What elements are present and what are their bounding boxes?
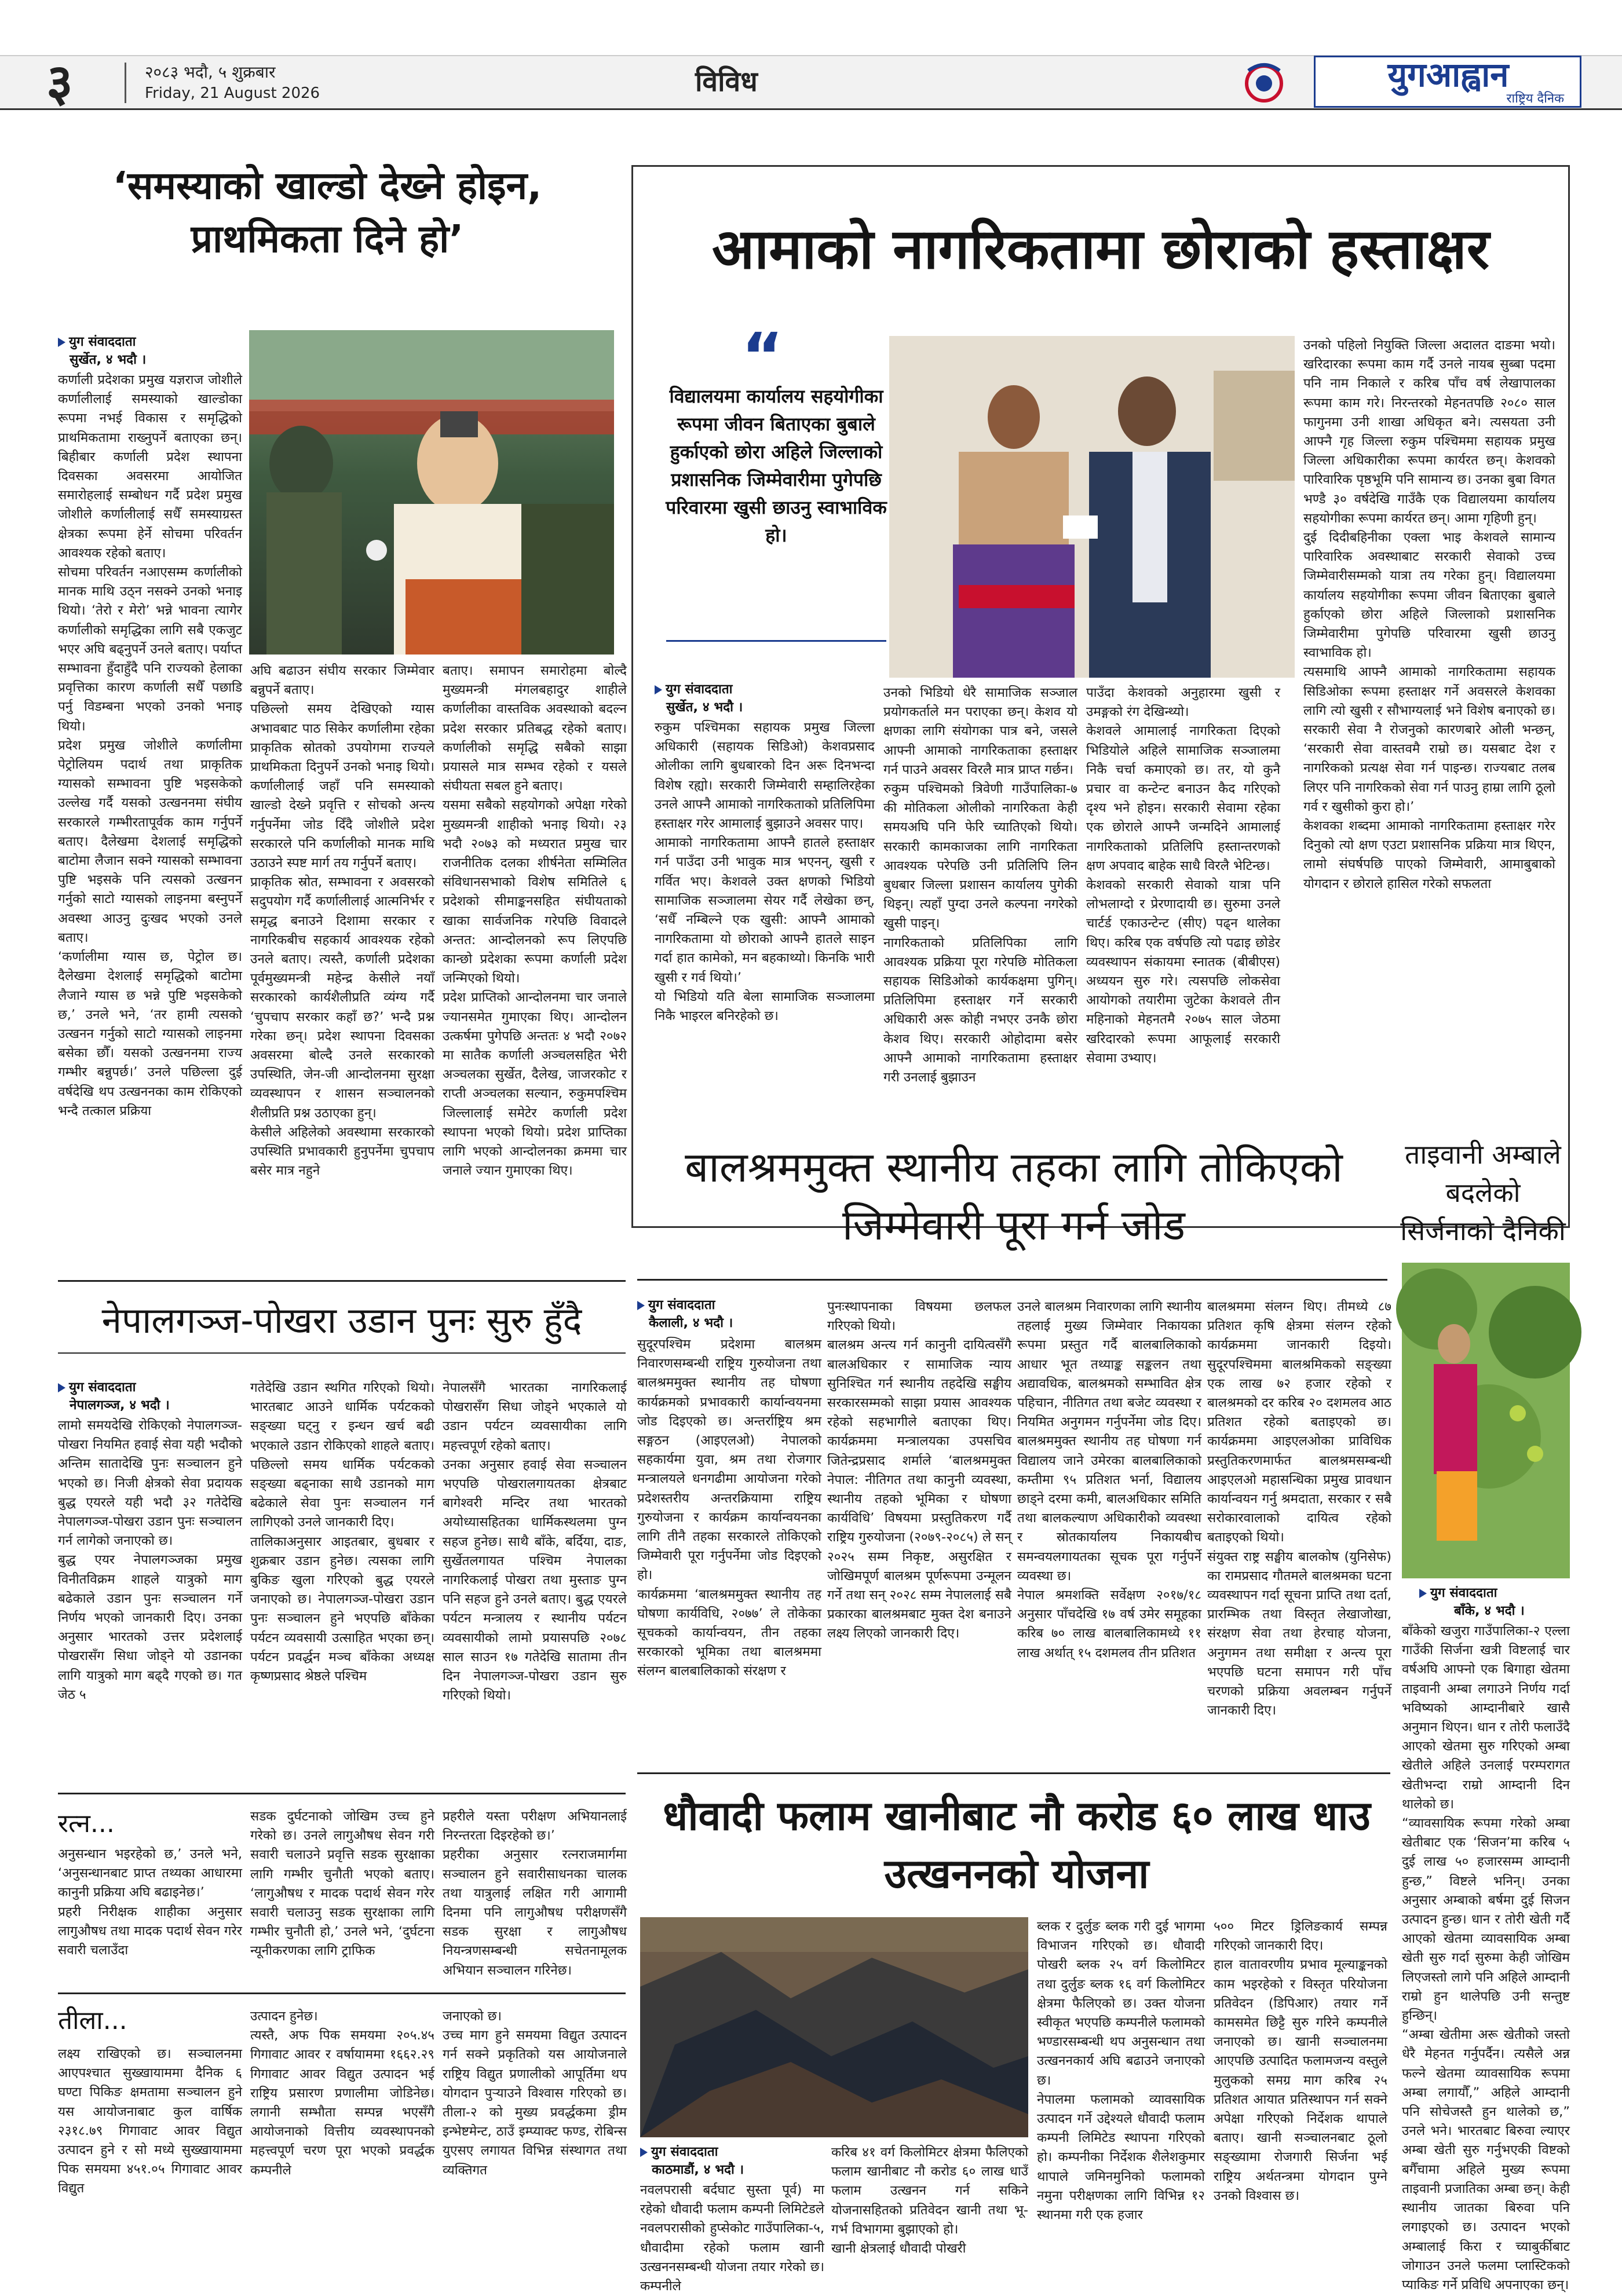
byline-name: युग संवाददाता [69,334,136,349]
article6-col3 [1037,1917,1205,2285]
article3-col2-text: पुनःस्थापनाका विषयमा छलफल गरिएको थियो। बालश्रम अन्त्य गर्न कानुनी दायित्वसँगै बालअधिकार र सामाजिक न्याय सुनिश्चित गर्न स्थानीय तहदेखि सङ्घीय सरकारसम्मको साझा प्रयास आवश्यक रहेको सहभागीले बताएका थिए। कार्यक्रममा मन्त्रालयका उपसचिव जितेन्द्रप्रसाद शर्माले ‘बालश्रममुक्त नेपाल: नीतिगत तथा कानुनी व्यवस्था, स्थानीय तहको भूमिका र घोषणा कार्यविधि’ विषयमा प्रस्तुतिकरण गर्दै राष्ट्रिय गुरुयोजना (२०७९-२०८५) ले सन् २०२५ सम्म निकृष्ट, असुरक्षित र जोखिमपूर्ण बालश्रम पूर्णरूपमा उन्मूलन गर्ने तथा सन् २०२८ सम्म नेपाललाई सबै प्रकारका बालश्रमबाट मुक्त देश बनाउने लक्ष्य लिएको जानकारी दिए। [827,1299,1011,1641]
article3-col2 [827,1297,1011,1764]
article6-top-rule [637,1772,1390,1774]
article6-col1 [640,2181,824,2294]
article4-top-rule [58,1280,626,1282]
article3-col3-text: उनले बालश्रम निवारणका लागि स्थानीय तहलाई मुख्य जिम्मेवार निकायका रूपमा प्रस्तुत गर्दै बालबालिकाको आधार भूत तथ्याङ्क सङ्कलन तथा अद्यावधिक, बालश्रमको सम्भावित क्षेत्र पहिचान, नीतिगत तथा बजेट व्यवस्था र नियमित अनुगमन गर्नुपर्नेमा जोड दिए। बालश्रममुक्त स्थानीय तह घोषणा गर्न विद्यालय जाने उमेरका बालबालिकाको कम्तीमा ९५ प्रतिशत भर्ना, विद्यालय छाड्ने दरमा कमी, बालअधिकार समिति तथा बालकल्याण अधिकारीको व्यवस्था र स्रोतकार्यालय निकायबीच समन्वयलगायतका सूचक पूरा गर्नुपर्ने व्यवस्था छ। नेपाल श्रमशक्ति सर्वेक्षण २०१७/१८ अनुसार पाँचदेखि १७ वर्ष उमेर समूहका करिब ७० लाख बालबालिकामध्ये ११ लाख अर्थात् १५ दशमलव तीन प्रतिशत [1017,1299,1201,1661]
cont2-col1-text: लक्ष्य राखिएको छ। सञ्चालनमा आएपश्चात सुख्खायाममा दैनिक ६ घण्टा पिकिङ क्षमतामा सञ्चालन हुने यस आयोजनाबाट कुल वार्षिक २३१८.७९ गिगावाट आवर विद्युत उत्पादन हुने र सो मध्ये सुख्खायाममा पिक समयमा ४५१.०५ गिगावाट आवर विद्युत [58,2046,242,2196]
article6-col2-text: करिब ४१ वर्ग किलोमिटर क्षेत्रमा फैलिएको फलाम खानीबाट नौ करोड ६० लाख धाउँ फलाम उत्खनन गर्न सकिने योजनासहितको प्रतिवेदन खानी तथा भू-गर्भ विभागमा बुझाएको हो। खानी क्षेत्रलाई धौवादी पोखरी [831,2145,1028,2257]
byline-name: युग संवाददाता [666,682,733,697]
article3-col1-text: सुदूरपश्चिम प्रदेशमा बालश्रम निवारणसम्बन्धी राष्ट्रिय गुरुयोजना तथा बालश्रममुक्त स्थानीय तह घोषणा कार्यक्रमको प्रभावकारी कार्यान्वयनमा जोड दिइएको छ। अन्तर्राष्ट्रिय श्रम सङ्गठन (आइएलओ) नेपालको सहकार्यमा युवा, श्रम तथा रोजगार मन्त्रालयले धनगढीमा आयोजना गरेको प्रदेशस्तरीय अन्तरक्रियामा राष्ट्रिय गुरुयोजना र कार्यक्रम कार्यान्वयनका लागि तीनै तहका सरकारले तोकिएको जिम्मेवारी पूरा गर्नुपर्नेमा जोड दिइएको हो। कार्यक्रममा ‘बालश्रममुक्त स्थानीय तह घोषणा कार्यविधि, २०७७’ ले तोकेका सूचकको कार्यान्वयन, तीन तहका सरकारको भूमिका तथा बालश्रममा संलग्न बालबालिकाको संरक्षण र [637,1337,821,1679]
cont2-label: तीला... [58,2006,127,2035]
cont1-col3 [443,1807,627,1984]
article3-col4-text: बालश्रममा संलग्न थिए। तीमध्ये ८७ प्रतिशत कृषि क्षेत्रमा संलग्न रहेको कार्यक्रममा जानकारी दिइयो। सुदूरपश्चिममा बालश्रमिकको सङ्ख्या एक लाख ७२ हजार रहेको र बालश्रमको दर करिब २० दशमलव आठ प्रतिशत रहेको बताइएको छ। कार्यक्रममा आइएलओका प्राविधिक प्रस्तुतिकरणमार्फत बालश्रमसम्बन्धी आइएलओ महासन्धिका प्रमुख प्रावधान कार्यान्वयन गर्नु श्रमदाता, सरकार र सबै सरोकारवालाको दायित्व रहेको बताइएको थियो। संयुक्त राष्ट्र सङ्घीय बालकोष (युनिसेफ) का रामप्रसाद गौतमले बालश्रमका घटना व्यवस्थापन गर्दा सूचना प्राप्ति तथा दर्ता, प्रारम्भिक तथा विस्तृत लेखाजोखा, संरक्षण सेवा तथा हेरचाह योजना, अनुगमन तथा समीक्षा र अन्त्य पूरा भएपछि घटना समापन गरी पाँच चरणको प्रक्रिया अवलम्बन गर्नुपर्ने जानकारी दिए। [1207,1299,1391,1719]
article1-col2-text: अघि बढाउन संघीय सरकार जिम्मेवार बन्नुपर्ने बताए। पछिल्लो समय देखिएको ग्यास अभावबाट पाठ सिकेर कर्णालीमा रहेका प्राकृतिक स्रोतको उपयोगमा राज्यले प्राथमिकता दिनुपर्ने उनको भनाइ थियो। कर्णालीलाई जहाँ पनि समस्याको खाल्डो देख्ने प्रवृत्ति र सोचको अन्त्य गर्नुपर्नेमा जोड दिँदै जोशीले प्रदेश सरकारले पनि कर्णालीको मानक माथि उठाउने स्पष्ट मार्ग तय गर्नुपर्ने बताए। प्राकृतिक स्रोत, सम्भावना र अवसरको सदुपयोग गर्दै कर्णालीलाई आत्मनिर्भर र समृद्ध बनाउने दिशामा सरकार र नागरिकबीच सहकार्य आवश्यक रहेको उनले बताए। त्यस्तै, कर्णाली प्रदेशका पूर्वमुख्यमन्त्री महेन्द्र केसीले नयाँ सरकारको कार्यशैलीप्रति व्यंग्य गर्दै ‘चुपचाप सरकार कहाँ छ?’ भन्दै प्रश्न गरेका छन्। प्रदेश स्थापना दिवसका अवसरमा बोल्दै उनले सरकारको उपस्थिति, जेन-जी आन्दोलनमा सुरक्षा व्यवस्थापन र शासन सञ्चालनको शैलीप्रति प्रश्न उठाएका हुन्। केसीले अहिलेको अवस्थामा सरकारको उपस्थिति प्रभावकारी हुनुपर्नेमा चुपचाप बसेर मात्र नहुने [250,663,434,1179]
cont2-col3-text: जनाएको छ। उच्च माग हुने समयमा विद्युत उत्पादन गर्न सक्ने प्रकृतिको यस आयोजनाले राष्ट्रिय विद्युत प्रणालीको आपूर्तिमा थप योगदान पुऱ्याउने विश्वास गरिएको छ। तीला-२ को मुख्य प्रवर्द्धकमा ड्रीम इन्भेष्टमेन्ट, ठाउँ इम्प्याक्ट फण्ड, रोबिन्स युएसए लगायत विभिन्न संस्थागत तथा व्यक्तिगत [443,2009,627,2178]
article1-col1-text: कर्णाली प्रदेशका प्रमुख यज्ञराज जोशीले कर्णालीलाई समस्याको खाल्डोका रूपमा नभई विकास र समृद्धिको प्राथमिकतामा राख्नुपर्ने बताएका छन्। बिहीबार कर्णाली प्रदेश स्थापना दिवसका अवसरमा आयोजित समारोहलाई सम्बोधन गर्दै प्रदेश प्रमुख जोशीले कर्णालीलाई सधैँ समस्याग्रस्त क्षेत्रका रूपमा हेर्ने सोचमा परिवर्तन आवश्यक रहेको बताए। सोचमा परिवर्तन नआएसम्म कर्णालीको मानक माथि उठ्न नसक्ने उनको भनाइ थियो। ‘तेरो र मेरो’ भन्ने भावना त्यागेर कर्णालीको समृद्धिका लागि सबै एकजुट भएर अघि बढ्नुपर्ने उनले बताए। पर्याप्त सम्भावना हुँदाहुँदै पनि राज्यको हेलाका प्रवृत्तिका कारण कर्णाली सधैँ पछाडि पर्नु विडम्बना भएको उनको भनाइ थियो। प्रदेश प्रमुख जोशीले कर्णालीमा पेट्रोलियम पदार्थ तथा प्राकृतिक ग्यासको सम्भावना पुष्टि भइसकेको उल्लेख गर्दै यसको उत्खननमा संघीय सरकारले गम्भीरतापूर्वक काम गर्नुपर्ने बताए। दैलेखमा देशलाई समृद्धिको बाटोमा लैजान सक्ने ग्यासको सम्भावना पुष्टि भइसके पनि त्यसको उत्खनन गर्नुको साटो ग्यासको लाइनमा बस्नुपर्ने अवस्था आउनु दुःखद भएको उनले बताए। ‘कर्णालीमा ग्यास छ, पेट्रोल छ। दैलेखमा देशलाई समृद्धिको बाटोमा लैजाने ग्यास छ भन्ने पुष्टि भइसकेको छ,’ उनले भने, ‘तर हामी त्यसको उत्खनन गर्नुको साटो ग्यासको लाइनमा बसेका छौँ। यसको उत्खननमा राज्य गम्भीर बन्नुपर्छ।’ उनले पछिल्ला दुई वर्षदेखि थप उत्खननका काम रोकिएको भन्दै तत्काल प्रक्रिया [58,372,242,1118]
byline-name: युग संवाददाता [69,1380,136,1395]
article3-col1 [637,1335,821,1764]
article3-headline-line [637,1138,1390,1254]
article4-col3 [443,1379,627,1775]
article2-col1-text: रुकुम पश्चिमका सहायक प्रमुख जिल्ला अधिकारी (सहायक सिडिओ) केशवप्रसाद ओलीका लागि बुधबारको दिन अरू दिनभन्दा विशेष रह्यो। सरकारी जिम्मेवारी सम्हालिरहेका उनले आफ्नै आमाको नागरिकताको प्रतिलिपिमा हस्ताक्षर गरेर आमालाई बुझाउने अवसर पाए। आमाको नागरिकतामा आफ्नै हातले हस्ताक्षर गर्न पाउँदा उनी भावुक मात्र भएनन्, खुसी र गर्वित भए। केशवले उक्त क्षणको भिडियो सामाजिक सञ्जालमा सेयर गर्दै लेखेका छन्, ‘सधैँ नम्बिल्ने एक खुसी: आफ्नै आमाको नागरिकतामा यो छोराको आफ्नै हातले साइन गर्दा हात कामेको, मन बहकाथ्यो। किनकि भारी खुसी र गर्व थियो।’ यो भिडियो यति बेला सामाजिक सञ्जालमा निकै भाइरल बनिरहेको छ। [655,720,875,1024]
article3-col3 [1017,1297,1201,1764]
article2-headline: आमाको नागरिकतामा छोराको हस्ताक्षर [711,217,1490,281]
quote-rule [666,640,886,642]
article4-byline [58,1379,243,1414]
cont1-col2-text: सडक दुर्घटनाको जोखिम उच्च हुने गरेको छ। उनले लागुऔषध सेवन गरी सवारी चलाउने प्रवृत्ति सडक सुरक्षाका लागि गम्भीर चुनौती भएको बताए। ‘लागुऔषध र मादक पदार्थ सेवन गरेर सवारी चलाउनु सडक सुरक्षाका लागि गम्भीर चुनौती हो,’ उनले भने, ‘दुर्घटना न्यूनीकरणका लागि ट्राफिक [250,1809,434,1959]
byline-place: बाँके, ४ भदौ । [1454,1603,1525,1618]
byline-triangle-icon [637,1301,645,1310]
article4-col2 [250,1379,434,1775]
article4-rule [58,1352,626,1354]
cont2-col1 [58,2045,242,2285]
byline-name: युग संवाददाता [1430,1585,1497,1600]
article6-col2 [831,2143,1028,2285]
cont2-top-rule [58,1992,626,1994]
cont2-col3 [443,2007,627,2285]
byline-place: नेपालगञ्ज, ४ भदौ । [70,1398,170,1413]
article2-col2-text: उनको भिडियो धेरै सामाजिक सञ्जाल प्रयोगकर्ताले मन पराएका छन्। केशव यो क्षणका लागि संयोगका पात्र बने, जसले आफ्नी आमाको नागरिकताका हस्ताक्षर गर्न पाउने अवसर विरलै मात्र प्राप्त गर्छन। रुकुम पश्चिमको त्रिवेणी गाउँपालिका-७ की मोतिकला ओलीको नागरिकता केही समयअघि पनि फेरि च्यातिएको थियो। सरकारी कामकाजका लागि नागरिकता आवश्यक परेपछि उनी प्रतिलिपि लिन बुधबार जिल्ला प्रशासन कार्यालय पुगेकी थिइन्। त्यहाँ पुग्दा उनले कल्पना नगरेको खुसी पाइन्। नागरिकताको प्रतिलिपिका लागि आवश्यक प्रक्रिया पूरा गरेपछि मोतिकला सहायक सिडिओको कार्यकक्षमा पुगिन्। प्रतिलिपिमा हस्ताक्षर गर्ने सरकारी अधिकारी अरू कोही नभएर उनकै छोरा केशव थिए। सरकारी ओहोदामा बसेर आफ्नै आमाको नागरिकतामा हस्ताक्षर गरी उनलाई बुझाउन [883,685,1077,1085]
article6-col3-text: ब्लक र दुर्लुङ ब्लक गरी दुई भागमा विभाजन गरिएको छ। धौवादी पोखरी ब्लक २५ वर्ग किलोमिटर तथा दुर्लुङ ब्लक १६ वर्ग किलोमिटर क्षेत्रमा फैलिएको छ। उक्त योजना स्वीकृत भएपछि कम्पनीले फलामको भण्डारसम्बन्धी थप अनुसन्धान तथा उत्खननकार्य अघि बढाउने जनाएको छ। नेपालमा फलामको व्यावसायिक उत्पादन गर्ने उद्देश्यले धौवादी फलाम कम्पनी लिमिटेड स्थापना गरिएको हो। कम्पनीका निर्देशक शैलेशकुमार थापाले जमिनमुनिको फलामको नमुना परीक्षणका लागि विभिन्न १२ स्थानमा गरी एक हजार [1037,1919,1205,2223]
article1-byline [58,333,243,369]
byline-triangle-icon [58,1383,65,1392]
byline-triangle-icon [58,338,65,347]
byline-place: काठमाडौं, ४ भदौ । [652,2162,744,2177]
page-number: ३ [46,53,73,112]
article5-headline: ताइवानी अम्बाले बदलेको सिर्जनाको दैनिकी [1400,1139,1566,1246]
article3-col4 [1207,1297,1391,1764]
article1-col3-text: बताए। समापन समारोहमा बोल्दै मुख्यमन्त्री मंगलबहादुर शाहीले कर्णालीका वास्तविक अवस्थाको बदल्न प्रदेश सरकार प्रतिबद्ध रहेको बताए। कर्णालीको समृद्धि सबैको साझा प्रयासले मात्र सम्भव रहेको र यसले संघीयता सबल हुने बताए। यसमा सबैको सहयोगको अपेक्षा गरेको मुख्यमन्त्री शाहीको भनाइ थियो। २३ भदौ २०७३ को मध्यरात प्रमुख चार राजनीतिक दलका शीर्षनेता सम्मिलित संविधानसभाको विशेष समितिले ६ प्रदेशको सीमाङ्कनसहित संघीयताको खाका सार्वजनिक गरेपछि विवादले अन्तत: आन्दोलनको रूप लिएपछि कान्छो प्रदेशका रूपमा कर्णाली प्रदेश जन्मिएको थियो। प्रदेश प्राप्तिको आन्दोलनमा चार जनाले ज्यानसमेत गुमाएका थिए। आन्दोलन उत्कर्षमा पुगेपछि अन्ततः ४ भदौ २०७२ मा सातैक कर्णाली अञ्चलसहित भेरी अञ्चलका सुर्खेत, दैलेख, जाजरकोट र राप्ती अञ्चलका सल्यान, रुकुमपश्चिम जिल्लालाई समेटेर कर्णाली प्रदेश स्थापना भएको थियो। प्रदेश प्राप्तिका लागि भएको आन्दोलनका क्रममा चार जनाले ज्यान गुमाएका थिए। [443,663,627,1179]
cont1-col2 [250,1807,434,1984]
article4-headline: नेपालगञ्ज-पोखरा उडान पुनः सुरु हुँदै [101,1299,582,1341]
article2-quote [666,376,817,382]
article2-photo [889,336,1295,678]
article6-col4-text: ५०० मिटर ड्रिलिङकार्य सम्पन्न गरिएको जानकारी दिए। हाल वातावरणीय प्रभाव मूल्याङ्कनको काम भइरहेको र विस्तृत परियोजना प्रतिवेदन (डिपिआर) तयार गर्ने कामसमेत छिट्टै सुरु गरिने कम्पनीले जनाएको छ। खानी सञ्चालनमा आएपछि उत्पादित फलामजन्य वस्तुले मुलुकको समग्र माग करिब २५ प्रतिशत आयात प्रतिस्थापन गर्न सक्ने अपेक्षा गरिएको निर्देशक थापाले बताए। खानी सञ्चालनबाट ठूलो सङ्ख्यामा रोजगारी सिर्जना भई राष्ट्रिय अर्थतन्त्रमा योगदान पुग्ने उनको विश्वास छ। [1214,1919,1387,2203]
masthead-subtitle: राष्ट्रिय दैनिक [1506,92,1564,106]
article5-photo [1402,1263,1570,1578]
section-title: विविध [695,65,758,98]
article4-col3-text: नेपालसँगै भारतका नागरिकलाई पोखरासँग सिधा जोड्ने भएकाले यो उडान पर्यटन व्यवसायीका लागि महत्त्वपूर्ण रहेको बताए। उनका अनुसार हवाई सेवा सञ्चालन भएपछि पोखरालगायतका क्षेत्रबाट बागेश्वरी मन्दिर तथा भारतको अयोध्यासहितका धार्मिकस्थलमा पुग्न सहज हुनेछ। साथै बाँके, बर्दिया, दाङ, सुर्खेतलगायत पश्चिम नेपालका नागरिकलाई पोखरा तथा मुस्ताङ पुग्न पनि सहज हुने उनले बताए। बुद्ध एयरले पर्यटन मन्त्रालय र स्थानीय पर्यटन व्यवसायीको लामो प्रयासपछि २०७८ साल साउन १७ गतेदेखि सातामा तीन दिन नेपालगञ्ज-पोखरा उडान सुरु गरिएको थियो। [443,1380,627,1703]
article6-col4 [1214,1917,1387,2285]
byline-name: युग संवाददाता [648,1297,715,1312]
article3-headline-text: बालश्रममुक्त स्थानीय तहका लागि तोकिएको जिम्मेवारी पूरा गर्न जोड [685,1143,1343,1249]
article2-col2 [883,683,1077,1216]
article1-col3 [443,661,627,1275]
byline-triangle-icon [640,2148,648,2157]
article2-col3 [1086,683,1280,1216]
article1-col2 [250,661,434,1275]
cont1-col1 [58,1845,242,1984]
header-divider [125,63,126,103]
article6-byline [640,2143,831,2179]
article1-col1 [58,371,242,1274]
article3-rule [637,1279,1387,1281]
byline-place: कैलाली, ४ भदौ । [649,1315,733,1330]
article6-col1-text: नवलपरासी बर्दघाट सुस्ता पूर्व) मा रहेको धौवादी फलाम कम्पनी लिमिटेडले नवलपरासीको हुप्सेकोट गाउँपालिका-५, धौवादीमा रहेको फलाम खानी उत्खननसम्बन्धी योजना तयार गरेको छ। कम्पनीले [640,2182,824,2294]
byline-triangle-icon [655,685,662,694]
article3-byline [637,1296,828,1332]
byline-place: सुर्खेत, ४ भदौ । [70,352,147,367]
article2-col3-text: पाउँदा केशवको अनुहारमा खुसी र उमङ्गको रंग देखिन्थ्यो। केशवले आमालाई नागरिकता दिएको भिडियोले अहिले सामाजिक सञ्जालमा निकै चर्चा कमाएको छ। तर, यो कुनै प्रचार वा कन्टेन्ट बनाउन कैद गरिएको दृश्य भने होइन। सरकारी सेवामा रहेका एक छोराले आफ्नै जन्मदिने आमालाई नागरिकताको प्रतिलिपि हस्तान्तरणको क्षण अपवाद बाहेक साधै विरलै भेटिन्छ। केशवको सरकारी सेवाको यात्रा पनि लोभलाग्दो र प्रेरणादायी छ। सुरुमा उनले चार्टर्ड एकाउन्टेन्ट (सीए) पढ्न थालेका थिए। करिब एक वर्षपछि त्यो पढाइ छोडेर व्यवस्थापन संकायमा स्नातक (बीबीएस) अध्ययन सुरु गरे। त्यसपछि लोकसेवा आयोगको तयारीमा जुटेका केशवले तीन महिनाको मेहनतमै २०७५ साल जेठमा खरिदारको रूपमा आफूलाई सरकारी सेवामा उभ्याए। [1086,685,1280,1066]
byline-triangle-icon [1419,1589,1427,1598]
article2-col4-text: उनको पहिलो नियुक्ति जिल्ला अदालत दाङमा भयो। खरिदारका रूपमा काम गर्दै उनले नायब सुब्बा पदमा पनि नाम निकाले र करिब पाँच वर्ष लेखापालका रूपमा काम गरे। निरन्तरको मेहनतपछि २०८० साल फागुनमा उनी शाखा अधिकृत बने। त्यसयता उनी आफ्नै गृह जिल्ला रुकुम पश्चिममा सहायक प्रमुख जिल्ला अधिकारीका रूपमा कार्यरत छन्। केशवको पारिवारिक पृष्ठभूमि पनि सामान्य छ। उनका बुबा विगत भण्डै ३० वर्षदेखि गाउँकै एक विद्यालयमा कार्यालय सहयोगीका रूपमा कार्यरत छन्। आमा गृहिणी हुन्। दुई दिदीबहिनीका एक्ला भाइ केशवले सामान्य पारिवारिक अवस्थाबाट सरकारी सेवाको उच्च जिम्मेवारीसम्मको यात्रा तय गरेका हुन्। विद्यालयमा कार्यालय सहयोगीका रूपमा जीवन बिताएका बुबाले हुर्काएको छोरा अहिले जिल्लाको प्रशासनिक जिम्मेवारीमा पुगेपछि परिवारमा खुसी छाउनु स्वाभाविक हो। त्यसमाथि आफ्नै आमाको नागरिकतामा सहायक सिडिओका रूपमा हस्ताक्षर गर्ने अवसरले केशवका लागि त्यो खुसी र सौभाग्यलाई भने विशेष बनाएको छ। सरकारी सेवा नै रोजनुको कारणबारे ओली भन्छन्, ‘सरकारी सेवा वास्तवमै राम्रो छ। यसबाट देश र नागरिकको प्रत्यक्ष सेवा गर्न पाइन्छ। राज्यबाट तलब लिएर पनि नागरिकको सेवा गर्न पाउनु हाम्रा लागि ठूलो गर्व र खुसीको कुरा हो।’ केशवका शब्दमा आमाको नागरिकतामा हस्ताक्षर गरेर दिनुको त्यो क्षण एउटा प्रशासनिक प्रक्रिया मात्र थिएन, लामो संघर्षपछि पाएको जिम्मेवारी, आमाबुबाको योगदान र छोराले हासिल गरेको सफलता [1303,338,1555,891]
byline-name: युग संवाददाता [651,2144,718,2159]
article2-byline [655,681,875,716]
article5-col1-text: बाँकेको खजुरा गाउँपालिका-२ एल्ला गाउँकी सिर्जना खत्री विष्टलाई चार वर्षअघि आफ्नो एक बिगाहा खेतमा ताइवानी अम्बा लगाउने निर्णय गर्दा भविष्यको आम्दानीबारे खासै अनुमान थिएन। धान र तोरी फलाउँदै आएको खेतमा सुरु गरिएको अम्बा खेतीले अहिले उनलाई परम्परागत खेतीभन्दा राम्रो आम्दानी दिन थालेको छ। “व्यावसायिक रूपमा गरेको अम्बा खेतीबाट एक ‘सिजन’मा करिब ५ दुई लाख ५० हजारसम्म आम्दानी हुन्छ,” विष्टले भनिन्। उनका अनुसार अम्बाको बर्षमा दुई सिजन उत्पादन हुन्छ। धान र तोरी खेती गर्दै आएको खेतमा व्यावसायिक अम्बा खेती सुरु गर्दा सुरुमा केही जोखिम लिएजस्तो लागे पनि अहिले आम्दानी राम्रो हुन थालेपछि उनी सन्तुष्ट हुन्छिन्। “अम्बा खेतीमा अरू खेतीको जस्तो धेरै मेहनत गर्नुपर्दैन। त्यसैले अन्न फल्ने खेतमा व्यावसायिक रूपमा अम्बा लगायौँ,” अहिले आम्दानी पनि सोचेजस्तै हुन थालेको छ,” उनले भने। भारतबाट बिरुवा ल्याएर अम्बा खेती सुरु गर्नुभएकी विष्टको बगैँचामा अहिले मुख्य रूपमा ताइवानी प्रजातिका अम्बा छन्। केही स्थानीय जातका बिरुवा पनि लगाइएको छ। उत्पादन भएको अम्बालाई किरा र च्याबुर्कीबाट जोगाउन उनले फलमा प्लास्टिकको प्याकिङ गर्ने प्रविधि अपनाएका छन्। [1402,1624,1570,2293]
article2-quote-text: विद्यालयमा कार्यालय सहयोगीका रूपमा जीवन बिताएका बुबाले हुर्काएको छोरा अहिले जिल्लाको प्रशासनिक जिम्मेवारीमा पुगेपछि परिवारमा खुसी छाउनु स्वाभाविक हो। [666,385,887,546]
cont2-col2-text: उत्पादन हुनेछ। त्यस्तै, अफ पिक समयमा २०५.४५ गिगावाट आवर र वर्षायाममा १६६२.२९ गिगावाट आवर विद्युत उत्पादन भई राष्ट्रिय प्रसारण प्रणालीमा जोडिनेछ। लगानी सम्भौता सम्पन्न भएसँगै आयोजनाको वित्तीय व्यवस्थापनको महत्त्वपूर्ण चरण पूरा भएको प्रवर्द्धक कम्पनीले [250,2009,434,2178]
article5-col1 [1402,1622,1570,2293]
article4-col1 [58,1416,242,1775]
article2-col4 [1303,336,1555,1216]
article4-col2-text: गतेदेखि उडान स्थगित गरिएको थियो। भारतबाट आउने धार्मिक पर्यटकको सङ्ख्या घट्नु र इन्धन खर्च बढी भएकाले उडान रोकिएको शाहले बताए। पछिल्लो समय धार्मिक पर्यटकको सङ्ख्या बढ्नाका साथै उडानको माग बढेकाले सेवा पुनः सञ्चालन गर्न लागिएको उनले जानकारी दिए। तालिकाअनुसार आइतबार, बुधबार र शुक्रबार उडान हुनेछ। त्यसका लागि बुकिङ खुला गरिएको बुद्ध एयरले जनाएको छ। नेपालगञ्ज-पोखरा उडान पुनः सञ्चालन हुने भएपछि बाँकेका पर्यटन व्यवसायी उत्साहित भएका छन्। पर्यटन प्रवर्द्धन मञ्च बाँकेका अध्यक्ष कृष्णप्रसाद श्रेष्ठले पश्चिम [250,1380,434,1684]
cont1-col3-text: प्रहरीले यस्ता परीक्षण अभियानलाई निरन्तरता दिइरहेको छ।’ प्रहरीका अनुसार रत्नराजमार्गमा सञ्चालन हुने सवारीसाधनका चालक तथा यात्रुलाई लक्षित गरी आगामी दिनमा पनि लागुऔषध परीक्षणसँगै सडक सुरक्षा र लागुऔषध नियन्त्रणसम्बन्धी सचेतनामूलक अभियान सञ्चालन गरिनेछ। [443,1809,627,1978]
date-nepali: २०८३ भदौ, ५ शुक्रबार [145,63,276,82]
quote-mark-icon: “ [741,319,784,393]
masthead-title: युगआह्वान [1387,55,1509,94]
article1-headline: ‘समस्याको खाल्डो देख्ने होइन, प्राथमिकता दिने हो’ [112,163,542,261]
article6-headline: धौवादी फलाम खानीबाट नौ करोड ६० लाख धाउ उत्खननको योजना [663,1792,1371,1898]
article1-photo [249,330,614,655]
cont1-label: रत्न... [58,1809,115,1838]
cont2-col2 [250,2007,434,2285]
article6-photo [640,1917,1028,2137]
date-english: Friday, 21 August 2026 [145,85,320,102]
cont1-top-rule [58,1793,626,1794]
byline-place: सुर्खेत, ४ भदौ । [666,700,743,715]
cont1-col1-text: अनुसन्धान भइरहेको छ,’ उनले भने, ‘अनुसन्धानबाट प्राप्त तथ्यका आधारमा कानुनी प्रक्रिया अघि बढाइनेछ।’ प्रहरी निरीक्षक शाहीका अनुसार लागुऔषध तथा मादक पदार्थ सेवन गरेर सवारी चलाउँदा [58,1847,242,1958]
anniversary-logo-icon [1243,59,1286,105]
article5-byline [1419,1584,1570,1620]
article4-col1-text: लामो समयदेखि रोकिएको नेपालगञ्ज-पोखरा नियमित हवाई सेवा यही भदौको अन्तिम सातादेखि पुनः सञ्चालन हुने भएको छ। निजी क्षेत्रको सेवा प्रदायक बुद्ध एयरले यही भदौ ३२ गतेदेखि नेपालगञ्ज-पोखरा उडान पुनः सञ्चालन गर्न लागेको जनाएको छ। बुद्ध एयर नेपालगञ्जका प्रमुख विनीतविक्रम शाहले यात्रुको माग बढेकाले उडान पुनः सञ्चालन गर्ने निर्णय भएको जानकारी दिए। उनका अनुसार भारतको उत्तर प्रदेशलाई पोखरासँग सिधा जोड्ने यो उडानका लागि यात्रुको माग बढ्दै गएको छ। गत जेठ ५ [58,1418,242,1702]
